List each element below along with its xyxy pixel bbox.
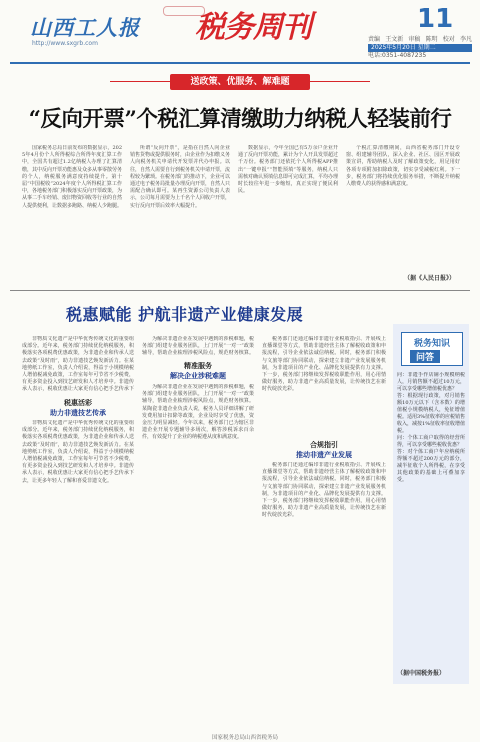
article2-intro: 非物质文化遗产是中华优秀传统文化的重要组成部分。近年来，税务部门持续优化纳税服务，积极落实各项税费优惠政策，为非遗企业和传承人送去政策“及时雨”，助力非遗技艺焕发新活力。在某地剪纸工作室，负责人介绍说，得益于小规模纳税人增值税减免政策，工作室每年可节省不少税费，有更多资金投入到技艺研发和人才培养中。非遗传承人表示，税收优惠让大家更有信心把手艺传承下 [22,336,134,392]
qa-question-2: 问：个体工商户取得的经营所得，可以享受哪些税收优惠？ [397,435,465,448]
col2-subheading-2: 解决企业涉税难题 [170,371,226,380]
editor-label: 责编 [368,36,381,43]
page-number: 11 [417,4,454,34]
page-header [0,0,480,70]
article1-column-3: 数据显示，今年全国已有5万余户企业开通了反向开票功能，累计为个人开具发票超过千万份。税务部门还依托个人所得税APP推出“一键申报”“智能预填”等服务，纳税人只需核对确认预填信息即可完成汇算，平均办理时长较往年进一步缩短，真正实现了便民利民。 [238,145,338,195]
article1-column-1: 国家税务总局日前发布的数据显示，2025年4月份个人所得税综合所得年度汇算工作中，全国共有超过1.2亿纳税人办理了汇算清缴，其中反向开票功能惠及众多从事零散劳务的个人，纳税服务满意度持续提升。第十届“中国税收”2024年度个人所得税汇算工作中，各地税务部门积极落实反向开票政策，为从事二手车经销、废旧物资回收等行业的自然人提供便利，让数据多跑路、纳税人少跑腿。 [22,145,122,209]
article2-column-3-top: 税务部门还通过编印非遗行业税收指引、开展线上直播课堂等方式，帮助非遗经营主体了解税收政策和申报流程，引导企业依法诚信纳税。同时，税务部门积极与文旅等部门协同联动，探索建立非遗产业发展服务机制，为非遗项目的产业化、品牌化发展提供有力支撑。下一步，税务部门将继续发挥税收职能作用，用心用情做好服务，助力非遗产业高质量发展，让传统技艺在新时代绽放光彩。 [262,336,386,393]
col2-subheading-1: 精准服务 [184,361,212,370]
article1-byline: （据《人民日报》） [404,275,456,282]
slogan-line-left [110,81,170,82]
paper-logo: 山西工人报 [30,15,140,40]
slogan-banner [170,74,310,90]
editor-info [368,36,472,60]
col1-subheading-1: 税惠活彩 [64,398,92,407]
col3-subheading-1: 合规指引 [310,440,338,449]
section-title: 税务周刊 [195,10,311,45]
qa-byline: （据中国税务报） [397,670,446,677]
article2-column-2: 为解决非遗企业在发展中遇到的涉税难题，税务部门组建专业服务团队，上门开展“一对一”政策辅导，帮助企业梳理涉税风险点，规范财务核算。某陶瓷非遗企业负责人说，税务人员详细讲解了研发费用加计扣除等政策，企业及时享受了优惠，资金压力明显减轻。今年以来，税务部门已为辖区非遗企业开展专题辅导多场次，解答涉税诉求百余件，有效提升了企业的纳税遵从度和满意度。 [142,384,254,441]
article2-headline: 税惠赋能 护航非遗产业健康发展 [66,305,304,324]
qa-question-1: 问：非遗手作店铺小规模纳税人，月销售额不超过10万元，可以享受哪些增值税优惠？ [397,372,465,392]
qa-title-box [401,332,463,366]
qa-content [397,372,465,672]
reviewer-label: 审稿 [408,36,421,43]
header-divider [10,62,470,64]
proofreader-value: 李凡 [459,36,472,43]
proofreader-label: 校对 [442,36,455,43]
qa-answer-2: 答：对个体工商户年应纳税所得额不超过200万元的部分，减半征收个人所得税，在享受其他政策的基础上可叠加享受。 [397,449,465,483]
qa-answer-1: 答：根据现行政策，对月销售额10万元以下（含本数）的增值税小规模纳税人，免征增值税。适用3%征收率的应税销售收入，减按1%征收率征收增值税。 [397,393,465,434]
reviewer-value: 陈明 [425,36,438,43]
issue-date: 2025年5月20日 星期二 [368,44,472,52]
slogan-text: 送政策、优服务、解难题 [170,74,310,90]
slogan-line-right [310,81,370,82]
article1-headline: “反向开票”个税汇算清缴助力纳税人轻装前行 [28,107,452,132]
col1-subheading-2: 助力非遗技艺传承 [50,408,106,417]
qa-subtitle: 问答 [410,350,440,363]
qa-title: 税务知识 [413,339,450,349]
section-divider [10,290,470,291]
article1-column-4: 个税汇算清缴期间，山西省税务部门开设专窗、组建辅导团队，深入企业、社区、园区开展政策宣讲，帮助纳税人及时了解政策变化，用足用好各项专项附加扣除政策，切实享受减税红利。下一步，税务部门将持续优化服务举措，不断提升纳税人缴费人的获得感和满意度。 [346,145,460,188]
page-footer: 国家税务总局山西省税务局 [212,735,279,741]
article2-column-3: 税务部门还通过编印非遗行业税收指引、开展线上直播课堂等方式，帮助非遗经营主体了解税收政策和申报流程，引导企业依法诚信纳税。同时，税务部门积极与文旅等部门协同联动，探索建立非遗产业发展服务机制，为非遗项目的产业化、品牌化发展提供有力支撑。下一步，税务部门将继续发挥税收职能作用，用心用情做好服务，助力非遗产业高质量发展，让传统技艺在新时代绽放光彩。 [262,462,386,519]
col3-subheading-2: 推动非遗产业发展 [296,450,352,459]
article1-column-2: 所谓“反向开票”，是指在自然人向企业销售货物或提供服务时，由企业作为扣缴义务人向税务机关申请代开发票并代办申报。以往，自然人需要自行到税务机关申请开票，流程较为繁琐。在税务部门的推动下，企业可以通过电子税务局批量办理反向开票，自然人只需配合确认即可。某再生资源公司负责人表示，公司每月需要为上千名个人回收户开票，实行反向开票后效率大幅提升。 [130,145,230,209]
paper-url: http://www.sxgrb.com [32,40,98,47]
editor-value: 王文新 [385,36,404,43]
article2-column-2-top: 为解决非遗企业在发展中遇到的涉税难题，税务部门组建专业服务团队，上门开展“一对一”政策辅导，帮助企业梳理涉税风险点，规范财务核算。 [142,336,254,356]
qa-sidebar [393,324,469,684]
article2-column-1: 非物质文化遗产是中华优秀传统文化的重要组成部分。近年来，税务部门持续优化纳税服务，积极落实各项税费优惠政策，为非遗企业和传承人送去政策“及时雨”，助力非遗技艺焕发新活力。在某地剪纸工作室，负责人介绍说，得益于小规模纳税人增值税减免政策，工作室每年可节省不少税费，有更多资金投入到技艺研发和人才培养中。非遗传承人表示，税收优惠让大家更有信心把手艺传承下去，让更多年轻人了解和喜爱非遗文化。 [22,420,134,484]
contact-phone: 电话:0351-4087235 [368,52,427,59]
